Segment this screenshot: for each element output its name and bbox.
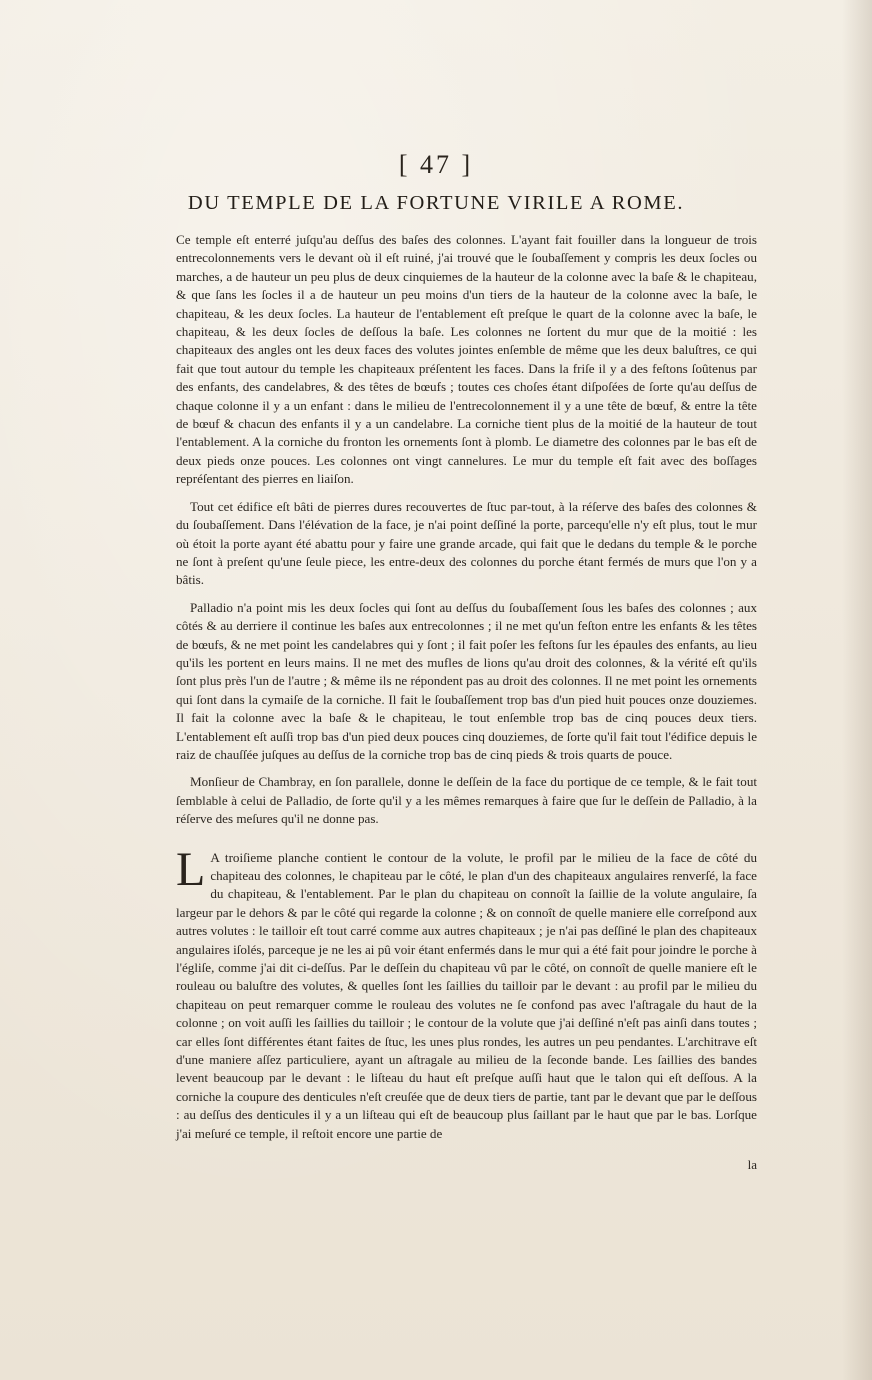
page-title: DU TEMPLE DE LA FORTUNE VIRILE A ROME. — [187, 192, 685, 214]
paragraph-3: Palladio n'a point mis les deux ſocles qui ſont au deſſus du ſoubaſſement ſous les baſes des colonnes ; aux côtés & au derriere il continue les baſes aux entrecolonnes ; il ne met qu'un feſton entre les enfants & les têtes de bœufs, & ne met point les candelabres qui y ſont ; il fait poſer les feſtons ſur les épaules des enfants, au lieu qu'ils les portent en leurs mains. Il ne met des mufles de lions qu'au droit des colonnes, & la vérité eſt qu'ils ſont plus près l'un de l'autre ; & même ils ne répondent pas au droit des colonnes. Il ne met point les ornements qui ſont dans la cymaiſe de la corniche. Il fait le ſoubaſſement trop bas d'un pied huit pouces onze douziemes. Il fait la colonne avec la baſe & le chapiteau, le tout enſemble trop bas de cinq pouces deux tiers. L'entablement eſt auſſi trop bas d'un pied deux pouces cinq douziemes, de ſorte qu'il fait tout l'édifice depuis le raiz de chauſſée juſques au deſſus de la corniche trop bas de cinq pieds & trois quarts de pouce. — [176, 599, 757, 762]
paragraph-1: Ce temple eſt enterré juſqu'au deſſus des baſes des colonnes. L'ayant fait fouiller dans la longueur de trois entrecolonnements vers le devant où il eſt ruiné, j'ai trouvé que le ſoubaſſement y compris les deux ſocles ou marches, a de hauteur un peu plus de deux cinquiemes de la hauteur de la colonne avec la baſe & le chapiteau, & que ſans les ſocles il a de hauteur un peu moins d'un tiers de la hauteur de la colonne avec la baſe, le chapiteau, & les deux ſocles. La hauteur de l'entablement eſt preſque le quart de la colonne avec la baſe, le chapiteau, & les deux ſocles de deſſous la baſe. Les colonnes ne ſortent du mur que de la moitié : les chapiteaux des angles ont les deux faces des volutes jointes enſemble de même que les deux baluſtres, ce qui fait que tout autour du temple les chapiteaux préſentent les faces. Dans la friſe il y a des feſtons ſoûtenus par des enfants, des candelabres, & des têtes de bœufs ; toutes ces choſes étant diſpoſées de ſorte qu'au deſſus de chaque colonne il y a un enfant : dans le milieu de l'entrecolonnement il y a une tête de bœuf, & entre la tête de bœuf & chacun des enfants il y a un candelabre. La corniche tient plus de la moitié de la hauteur de tout l'entablement. A la corniche du fronton les ornements ſont à plomb. Le diametre des colonnes par le bas eſt de deux pieds onze pouces. Les colonnes ont vingt cannelures. Le mur du temple eſt fait avec des boſſages repréſentant des pierres en liaiſon. — [176, 232, 757, 487]
paragraph-5 — [176, 842, 757, 1144]
body-text — [176, 231, 757, 1152]
paragraph-2: Tout cet édifice eſt bâti de pierres dures recouvertes de ſtuc par-tout, à la réſerve des baſes des colonnes & du ſoubaſſement. Dans l'élévation de la face, je n'ai point deſſiné la porte, parcequ'elle n'y eſt plus, tout le mur où étoit la porte ayant été abattu pour y faire une grande arcade, qui fait que le dedans du temple & le porche ne ſont à preſent qu'une ſeule piece, les entre-deux des colonnes du porche étant fermés de murs que l'on y a bâtis. — [176, 498, 757, 588]
paragraph-5-text: A troiſieme planche contient le contour de la volute, le profil par le milieu de la face de côté du chapiteau des colonnes, le chapiteau par le côté, le plan d'un des chapiteaux angulaires renverſé, la face du chapiteau, & l'entablement. Par le plan du chapiteau on connoît la ſaillie de la volute angulaire, ſa largeur par le dehors & par le côté qui regarde la colonne ; & on connoît de quelle maniere elle correſpond aux autres volutes : le tailloir eſt tout carré comme aux autres chapiteaux ; je n'ai pas deſſiné le plan des chapiteaux angulaires iſolés, parceque je ne les ai pû voir étant enfermés dans le mur qui a été fait pour joindre le porche à l'égliſe, comme j'ai dit ci-deſſus. Par le deſſein du chapiteau vû par le côté, on connoît de quelle maniere eſt le rouleau ou baluſtre des volutes, & quelles ſont les ſaillies du tailloir par le devant : au profil par le milieu du chapiteau on peut remarquer comme le rouleau des volutes ne ſe confond pas avec l'aſtragale du haut de la colonne ; on voit auſſi les ſaillies du tailloir ; le contour de la volute que j'ai deſſiné n'eſt pas ainſi dans toutes ; car elles ſont différentes étant faites de ſtuc, les unes plus rondes, les autres un peu pendantes. L'architrave eſt d'une maniere aſſez particuliere, ayant un aſtragale au milieu de la ſeconde bande. Les ſaillies des bandes levent beaucoup par le devant : le liſteau du haut eſt preſque auſſi haut que le talon qui eſt deſſous. A la corniche la coupure des denticules n'eſt creuſée que de deux tiers de partie, tant par le devant que par le deſſous : au deſſus des denticules il y a un liſteau qui eſt de beaucoup plus ſaillant par le haut que par le bas. Lorſque j'ai meſuré ce temple, il reſtoit encore une partie de — [176, 849, 757, 1141]
paragraph-4: Monſieur de Chambray, en ſon parallele, donne le deſſein de la face du portique de ce temple, & le fait tout ſemblable à celui de Palladio, de ſorte qu'il y a les mêmes remarques à faire que ſur le deſſein de Palladio, à la réſerve des meſures qu'il ne donne pas. — [176, 774, 757, 827]
page-number: [ 47 ] — [398, 150, 474, 179]
catchword: la — [747, 1157, 757, 1172]
page-edge-shadow — [842, 0, 872, 1380]
drop-cap: L — [176, 842, 206, 896]
